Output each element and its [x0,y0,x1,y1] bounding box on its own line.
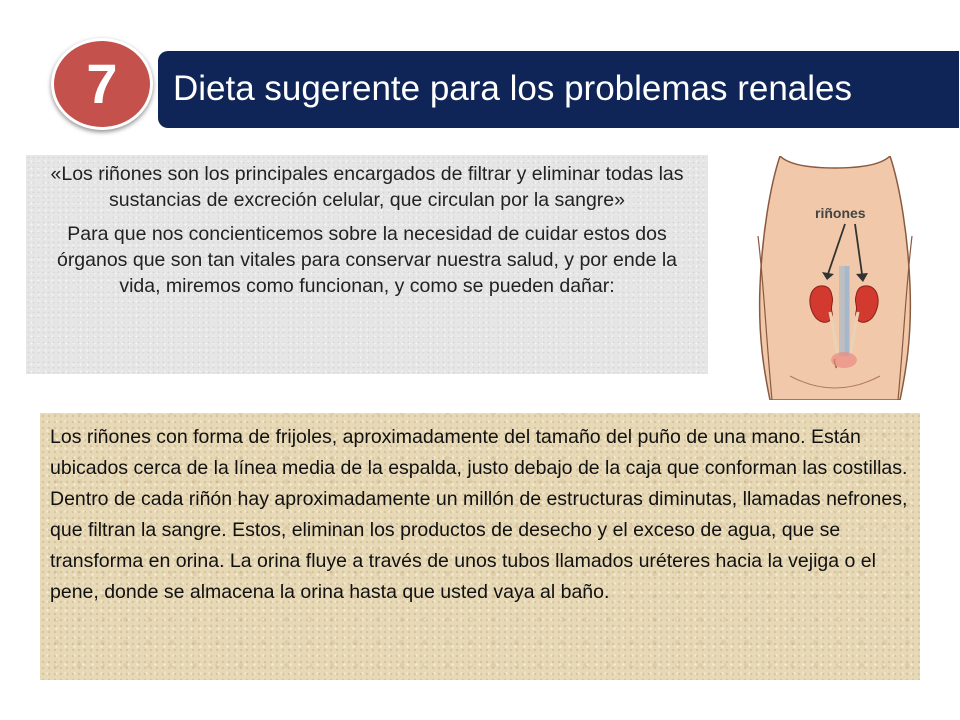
slide-title: Dieta sugerente para los problemas renales [173,69,852,108]
body-text-box [40,413,920,680]
quote-box [26,155,708,374]
slide-number: 7 [86,52,118,115]
bladder [831,352,857,368]
kidneys-torso-illustration [750,156,920,400]
body-paragraph: Los riñones con forma de frijoles, aproximadamente del tamaño del puño de una mano. Están ubicados cerca de la línea media de la espalda, justo debajo de la caja que conforman las costillas. [50,426,908,479]
intro-paragraph: Para que nos concienticemos sobre la necesidad de cuidar estos dos órganos que son tan vitales para conservar nuestra salud, y por ende la vida, miremos como funcionan, y como se pueden dañar: [56,223,678,297]
body-paragraph: Dentro de cada riñón hay aproximadamente un millón de estructuras diminutas, llamadas nefrones, que filtran la sangre. Estos, eliminan los productos de desecho y el exceso de agua, que se transforma en orina. La orina fluye a través de unos tubos llamados uréteres hacia la vejiga o el pene, donde se almacena la orina hasta que usted vaya al baño. [50,488,908,603]
kidneys-label: riñones [815,205,866,221]
quote-paragraph: «Los riñones son los principales encargados de filtrar y eliminar todas las sustancias de excreción celular, que circulan por la sangre» [50,163,684,211]
